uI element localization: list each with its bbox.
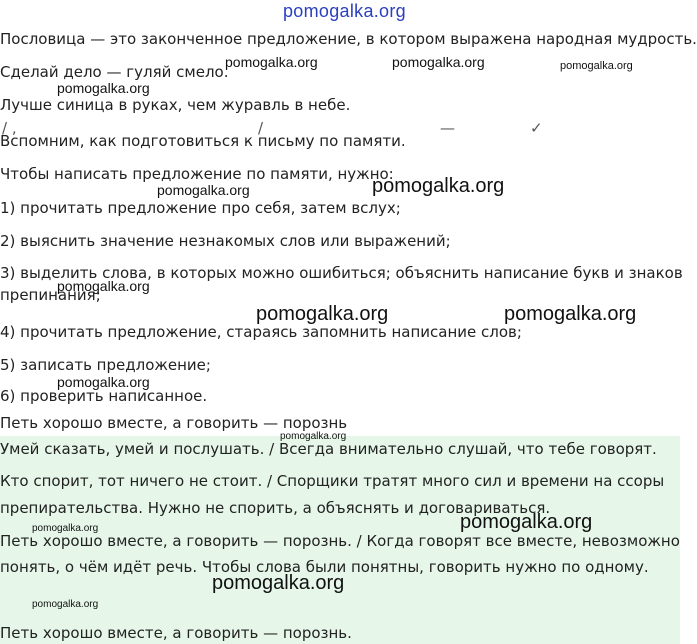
- answer-line-2: Кто спорит, тот ничего не стоит. / Спорщики тратят много сил и времени на ссоры: [0, 472, 665, 490]
- answer-line-3: препирательства. Нужно не спорить, а объяснять и договариваться.: [0, 499, 551, 517]
- watermark: pomogalka.org: [225, 54, 318, 70]
- watermark: pomogalka.org: [57, 278, 150, 294]
- watermark: pomogalka.org: [460, 511, 593, 533]
- text-line-step-2: 2) выяснить значение незнакомых слов или выражений;: [0, 232, 451, 250]
- watermark: pomogalka.org: [212, 572, 345, 594]
- text-line-step-5: 5) записать предложение;: [0, 356, 211, 374]
- text-line-instruction: Вспомним, как подготовиться к письму по памяти.: [0, 132, 406, 150]
- answer-line-5: понять, о чём идёт речь. Чтобы слова были понятны, говорить нужно по одному.: [0, 558, 649, 576]
- text-line-step-3: 3) выделить слова, в которых можно ошибиться; объяснить написание букв и знаков: [0, 264, 683, 282]
- watermark: pomogalka.org: [392, 54, 485, 70]
- text-line-proverb-2: Лучше синица в руках, чем журавль в небе.: [0, 96, 351, 114]
- watermark: pomogalka.org: [280, 431, 347, 442]
- watermark: pomogalka.org: [32, 599, 99, 610]
- text-line-step-6: 6) проверить написанное.: [0, 387, 208, 405]
- watermark: pomogalka.org: [57, 374, 150, 390]
- text-line-proverb-1: Сделай дело — гуляй смело.: [0, 63, 229, 81]
- watermark: pomogalka.org: [57, 80, 150, 96]
- watermark: pomogalka.org: [157, 182, 250, 198]
- watermark: pomogalka.org: [256, 303, 389, 325]
- text-line-proverb-definition: Пословица — это законченное предложение, в котором выражена народная мудрость.: [0, 30, 697, 48]
- answer-line-6: Петь хорошо вместе, а говорить — порознь.: [0, 624, 352, 642]
- watermark-top: pomogalka.org: [283, 1, 406, 21]
- watermark: pomogalka.org: [504, 303, 637, 325]
- watermark: pomogalka.org: [560, 60, 633, 72]
- watermark: pomogalka.org: [32, 523, 99, 534]
- text-line-step-3-cont: препинания;: [0, 286, 101, 304]
- cropped-text-line: / , / — ✓: [2, 119, 543, 137]
- watermark: pomogalka.org: [372, 175, 505, 197]
- text-line-step-4: 4) прочитать предложение, стараясь запомнить написание слов;: [0, 323, 522, 341]
- answer-line-4: Петь хорошо вместе, а говорить — порознь. / Когда говорят все вместе, невозможно: [0, 532, 680, 550]
- text-line-step-1: 1) прочитать предложение про себя, затем вслух;: [0, 199, 401, 217]
- answer-line-1: Умей сказать, умей и послушать. / Всегда внимательно слушай, что тебе говорят.: [0, 440, 657, 458]
- text-line-steps-intro: Чтобы написать предложение по памяти, нужно:: [0, 165, 394, 183]
- text-line-proverb-3: Петь хорошо вместе, а говорить — порознь: [0, 414, 348, 432]
